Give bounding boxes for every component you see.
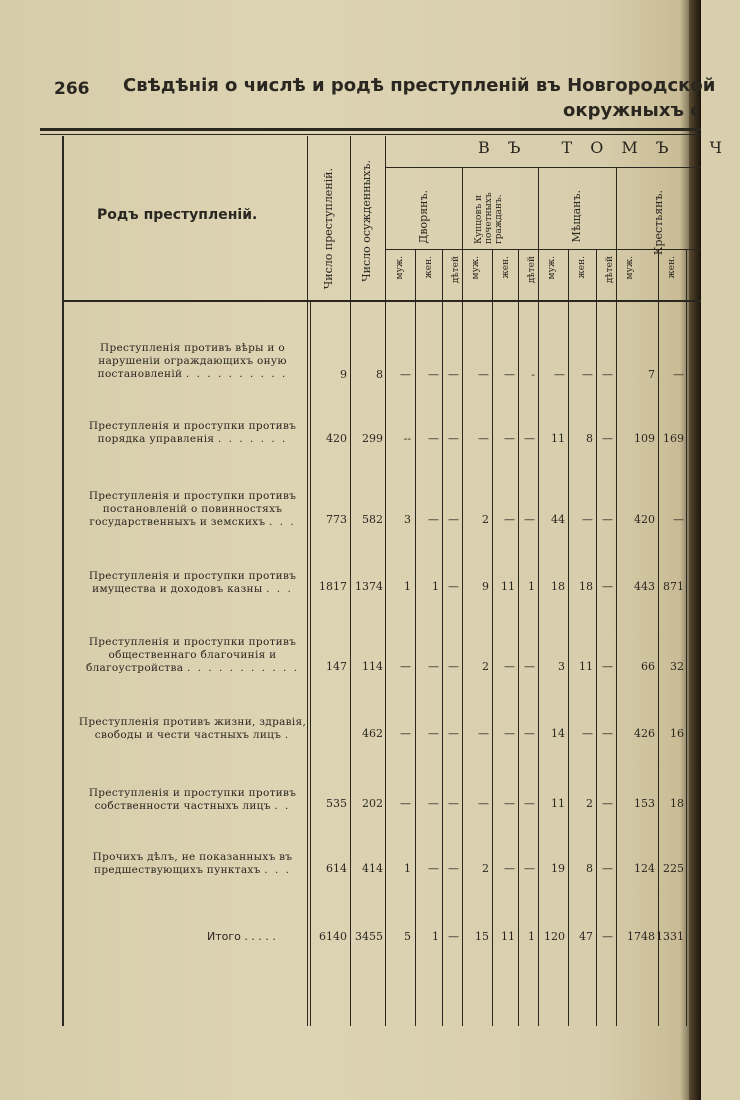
- col-rule: [538, 167, 539, 1026]
- table-cell: —: [428, 727, 439, 740]
- table-cell: 3: [558, 660, 565, 673]
- col-rule: [658, 249, 659, 1026]
- row-label-text: Преступленія и проступки противъ постановленій о повинностяхъ государственныхъ и земскихъ: [88, 490, 297, 528]
- cell-crimes: 614: [326, 862, 347, 875]
- col-rule: [518, 249, 519, 1026]
- row-label: [70, 716, 315, 742]
- table-cell: —: [504, 368, 515, 381]
- table-cell: 11: [501, 580, 515, 593]
- table-cell: —: [582, 727, 593, 740]
- top-rule-thin: [40, 134, 701, 135]
- table-cell: —: [582, 513, 593, 526]
- table-cell: 153: [634, 797, 655, 810]
- subheader-female: жен.: [424, 256, 434, 279]
- table-cell: —: [478, 727, 489, 740]
- table-cell: —: [554, 368, 565, 381]
- row-label-text: Прочихъ дѣлъ, не показанныхъ въ предшествующихъ пунктахъ: [92, 851, 293, 876]
- cell-convicted: 8: [376, 368, 383, 381]
- table-cell: —: [428, 797, 439, 810]
- table-cell: 2: [482, 862, 489, 875]
- table-cell: —: [448, 513, 459, 526]
- table-cell: —: [448, 797, 459, 810]
- table-cell: —: [602, 368, 613, 381]
- col-rule: [415, 249, 416, 1026]
- table-cell: —: [602, 580, 613, 593]
- table-cell: 871: [663, 580, 684, 593]
- header-count-crimes: Число преступленій.: [322, 168, 335, 290]
- table-cell: —: [524, 727, 535, 740]
- table-cell: 1: [528, 580, 535, 593]
- table-cell: 225: [663, 862, 684, 875]
- table-cell: 44: [551, 513, 565, 526]
- table-cell: —: [602, 862, 613, 875]
- subheader-children: дѣтей: [605, 256, 615, 284]
- table-cell: 109: [634, 432, 655, 445]
- table-cell: 169: [663, 432, 684, 445]
- table-cell: —: [524, 513, 535, 526]
- cell-crimes: 535: [326, 797, 347, 810]
- row-label-dots: .: [284, 729, 291, 741]
- table-cell: —: [602, 727, 613, 740]
- table-cell: —: [428, 660, 439, 673]
- row-label-dots: . . . . . . . . . .: [185, 368, 288, 380]
- table-cell: —: [448, 432, 459, 445]
- cell-convicted: 114: [362, 660, 383, 673]
- col-rule: [350, 136, 351, 1026]
- table-cell: —: [504, 727, 515, 740]
- header-v-tom-chisle: ВЪ ТОМЪ Ч: [478, 138, 740, 157]
- cell-convicted: 202: [362, 797, 383, 810]
- header-group-peasants: Крестьянъ.: [652, 190, 665, 256]
- table-cell: 124: [634, 862, 655, 875]
- table-cell: --: [403, 432, 411, 445]
- cell-crimes: 420: [326, 432, 347, 445]
- top-rule: [40, 128, 701, 131]
- row-label-text: Преступленія и проступки противъ имущества и доходовъ казны: [88, 570, 297, 595]
- col-rule: [462, 167, 463, 1026]
- total-cell: 15: [475, 930, 489, 943]
- row-label-dots: . . .: [268, 516, 296, 528]
- header-group-nobles: Дворянъ.: [417, 190, 430, 244]
- total-cell: 1: [528, 930, 535, 943]
- table-left-rule: [62, 136, 64, 1026]
- table-cell: 2: [482, 660, 489, 673]
- row-label: [70, 490, 315, 529]
- total-cell: —: [602, 930, 613, 943]
- table-cell: —: [602, 797, 613, 810]
- row-label-text: Преступленія и проступки противъ порядка управленія: [88, 420, 297, 445]
- total-cell: 47: [579, 930, 593, 943]
- cell-crimes: 9: [340, 368, 347, 381]
- subheader-male: муж.: [547, 256, 557, 280]
- row-label-text: Преступленія и проступки противъ общественнаго благочинія и благоустройства: [85, 636, 297, 674]
- row-label: [70, 570, 315, 596]
- page-title: Свѣдѣнія о числѣ и родѣ преступленій въ Новгородской: [123, 75, 716, 96]
- table-cell: 1: [404, 862, 411, 875]
- group-top-rule: [385, 167, 701, 168]
- table-cell: 18: [670, 797, 684, 810]
- table-cell: 1: [404, 580, 411, 593]
- row-label-dots: . .: [274, 800, 291, 812]
- total-cell: 11: [501, 930, 515, 943]
- table-cell: —: [448, 660, 459, 673]
- table-cell: 426: [634, 727, 655, 740]
- cell-crimes: 1817: [319, 580, 347, 593]
- table-cell: —: [448, 727, 459, 740]
- row-label-text: Преступленія и проступки противъ собственности частныхъ лицъ: [88, 787, 297, 812]
- cell-convicted: 582: [362, 513, 383, 526]
- total-cell: 120: [544, 930, 565, 943]
- table-cell: —: [602, 660, 613, 673]
- table-cell: —: [602, 513, 613, 526]
- subheader-male: муж.: [395, 256, 405, 280]
- subheader-female: жен.: [667, 256, 677, 279]
- table-cell: —: [602, 432, 613, 445]
- total-convicted: 3455: [355, 930, 383, 943]
- table-cell: —: [428, 862, 439, 875]
- table-cell: 2: [586, 797, 593, 810]
- col-rule: [492, 249, 493, 1026]
- table-cell: —: [400, 797, 411, 810]
- row-label: [70, 636, 315, 675]
- page-number: 266: [54, 79, 90, 99]
- table-cell: —: [478, 797, 489, 810]
- table-cell: 8: [586, 432, 593, 445]
- table-cell: —: [504, 862, 515, 875]
- table-cell: 18: [551, 580, 565, 593]
- cell-convicted: 1374: [355, 580, 383, 593]
- col-rule: [568, 249, 569, 1026]
- table-cell: —: [524, 660, 535, 673]
- cell-convicted: 414: [362, 862, 383, 875]
- total-cell: 5: [404, 930, 411, 943]
- row-label: [70, 787, 315, 813]
- total-cell: 1331: [656, 930, 684, 943]
- row-label-dots: . . . . . . .: [217, 433, 288, 445]
- table-cell: —: [524, 432, 535, 445]
- table-cell: —: [524, 797, 535, 810]
- table-cell: —: [428, 513, 439, 526]
- col-rule: [596, 249, 597, 1026]
- total-cell: —: [448, 930, 459, 943]
- table-cell: —: [673, 368, 684, 381]
- table-cell: 11: [579, 660, 593, 673]
- header-group-townsfolk: Мѣщанъ.: [570, 190, 583, 243]
- col-rule: [616, 167, 617, 1026]
- header-bottom-rule: [62, 300, 701, 302]
- subheader-female: жен.: [577, 256, 587, 279]
- table-cell: 11: [551, 432, 565, 445]
- table-cell: —: [400, 368, 411, 381]
- row-label-dots: . . . . . . . . . . .: [186, 662, 300, 674]
- table-cell: —: [504, 432, 515, 445]
- table-cell: —: [504, 660, 515, 673]
- row-label-dots: . . .: [266, 583, 293, 595]
- row-label: [70, 342, 315, 381]
- table-cell: —: [448, 580, 459, 593]
- table-cell: —: [504, 513, 515, 526]
- col-rule: [385, 136, 386, 1026]
- table-cell: 9: [482, 580, 489, 593]
- subheader-male: муж.: [471, 256, 481, 280]
- page-title-line2: окружныхъ с: [563, 100, 701, 121]
- total-crimes: 6140: [319, 930, 347, 943]
- table-cell: 8: [586, 862, 593, 875]
- book-spine: [689, 0, 701, 1100]
- col-rule: [686, 249, 687, 1026]
- table-cell: 1: [432, 580, 439, 593]
- table-cell: —: [400, 660, 411, 673]
- row-label: [70, 420, 315, 446]
- col-rule: [442, 249, 443, 1026]
- header-count-convicted: Число осужденныхъ.: [360, 160, 373, 282]
- table-cell: 66: [641, 660, 655, 673]
- table-cell: —: [504, 797, 515, 810]
- table-cell: —: [478, 432, 489, 445]
- subheader-female: жен.: [501, 256, 511, 279]
- total-label: Итого . . . . .: [207, 930, 276, 943]
- row-label-text: Преступленія противъ жизни, здравія, свободы и чести частныхъ лицъ: [78, 716, 307, 741]
- subheader-children: дѣтей: [451, 256, 461, 284]
- subheader-children: дѣтей: [527, 256, 537, 284]
- table-cell: 19: [551, 862, 565, 875]
- table-cell: —: [400, 727, 411, 740]
- row-label-dots: . . .: [264, 864, 291, 876]
- table-cell: —: [673, 513, 684, 526]
- header-crime-kind: Родъ преступленій.: [97, 207, 258, 223]
- table-cell: —: [428, 368, 439, 381]
- table-cell: 7: [648, 368, 655, 381]
- row-label: [70, 851, 315, 877]
- row-label-text: Преступленія противъ вѣры и о нарушеніи ограждающихъ оную постановленій: [97, 342, 287, 380]
- table-cell: —: [448, 862, 459, 875]
- table-cell: —: [582, 368, 593, 381]
- table-cell: 3: [404, 513, 411, 526]
- table-cell: -: [531, 368, 535, 381]
- cell-crimes: 773: [326, 513, 347, 526]
- table-cell: —: [428, 432, 439, 445]
- table-cell: —: [448, 368, 459, 381]
- total-cell: 1748: [627, 930, 655, 943]
- cell-crimes: 147: [326, 660, 347, 673]
- table-cell: —: [524, 862, 535, 875]
- table-cell: 18: [579, 580, 593, 593]
- table-cell: —: [478, 368, 489, 381]
- table-cell: 14: [551, 727, 565, 740]
- cell-convicted: 462: [362, 727, 383, 740]
- table-cell: 443: [634, 580, 655, 593]
- table-cell: 16: [670, 727, 684, 740]
- table-cell: 2: [482, 513, 489, 526]
- table-cell: 32: [670, 660, 684, 673]
- subheader-male: муж.: [625, 256, 635, 280]
- total-cell: 1: [432, 930, 439, 943]
- header-group-merchants: Купцовъ и почетныхъ гражданъ.: [474, 192, 504, 244]
- cell-convicted: 299: [362, 432, 383, 445]
- table-cell: 420: [634, 513, 655, 526]
- table-cell: 11: [551, 797, 565, 810]
